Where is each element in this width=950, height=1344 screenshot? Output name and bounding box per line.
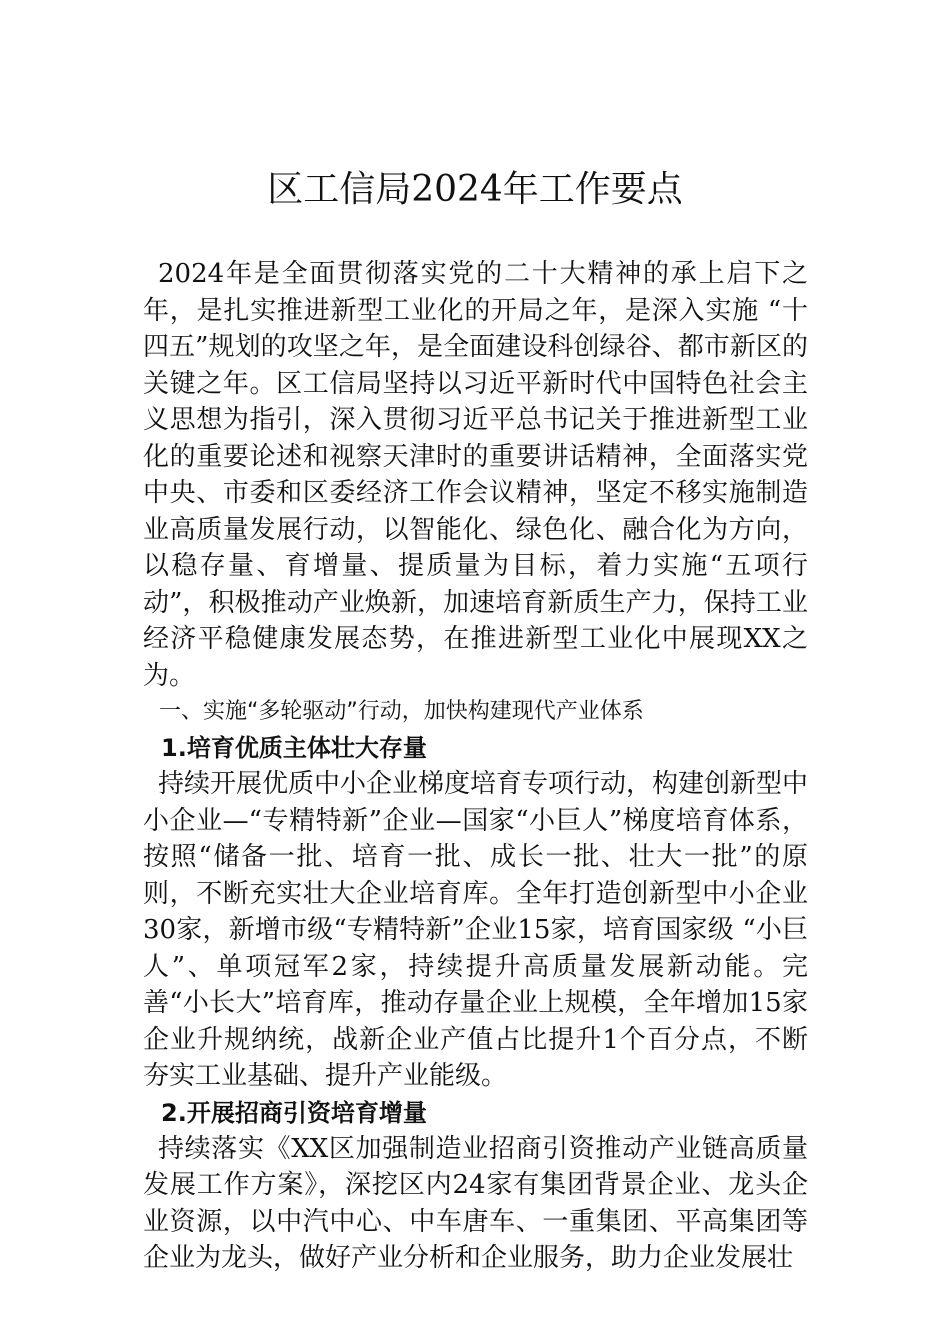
subsection-paragraph: 持续开展优质中小企业梯度培育专项行动，构建创新型中小企业—“专精特新”企业—国家“小巨人”梯度培育体系，按照“储备一批、培育一批、成长一批、壮大一批”的原则，不断充实壮大企业培育库。全年打造创新型中小企业30家，新增市级“专精特新”企业15家，培育国家级 “小巨人”、单项冠军2家，持续提升高质量发展新动能。完善“小长大”培育库，推动存量企业上规模，全年增加15家企业升规纳统，战新企业产值占比提升1个百分点，不断夯实工业基础、提升产业能级。: [143, 769, 809, 1091]
subsection-heading: 1.培育优质主体壮大存量: [161, 734, 427, 762]
subsection-paragraph: 持续落实《XX区加强制造业招商引资推动产业链高质量发展工作方案》，深挖区内24家有集团背景企业、龙头企业资源，以中汽中心、中车唐车、一重集团、平高集团等企业为龙头，做好产业分析和企业服务，助力企业发展壮: [143, 1133, 808, 1273]
subsection-heading: 2.开展招商引资培育增量: [161, 1098, 427, 1127]
intro-paragraph: 2024年是全面贯彻落实党的二十大精神的承上启下之年，是扎实推进新型工业化的开局之年，是深入实施 “十四五”规划的攻坚之年，是全面建设科创绿谷、都市新区的关键之年。区工信局坚持以习近平新时代中国特色社会主义思想为指引，深入贯彻习近平总书记关于推进新型工业化的重要论述和视察天津时的重要讲话精神，全面落实党中央、市委和区委经济工作会议精神，坚定不移实施制造业高质量发展行动，以智能化、绿色化、融合化为方向，以稳存量、育增量、提质量为目标，着力实施“五项行动”，积极推动产业焕新，加速培育新质生产力，保持工业经济平稳健康发展态势，在推进新型工业化中展现XX之为。: [143, 259, 808, 691]
document-body: [143, 256, 808, 1277]
section-heading: 一、实施“多轮驱动”行动，加快构建现代产业体系: [159, 699, 644, 724]
document-title: 区工信局2024年工作要点: [267, 169, 683, 210]
